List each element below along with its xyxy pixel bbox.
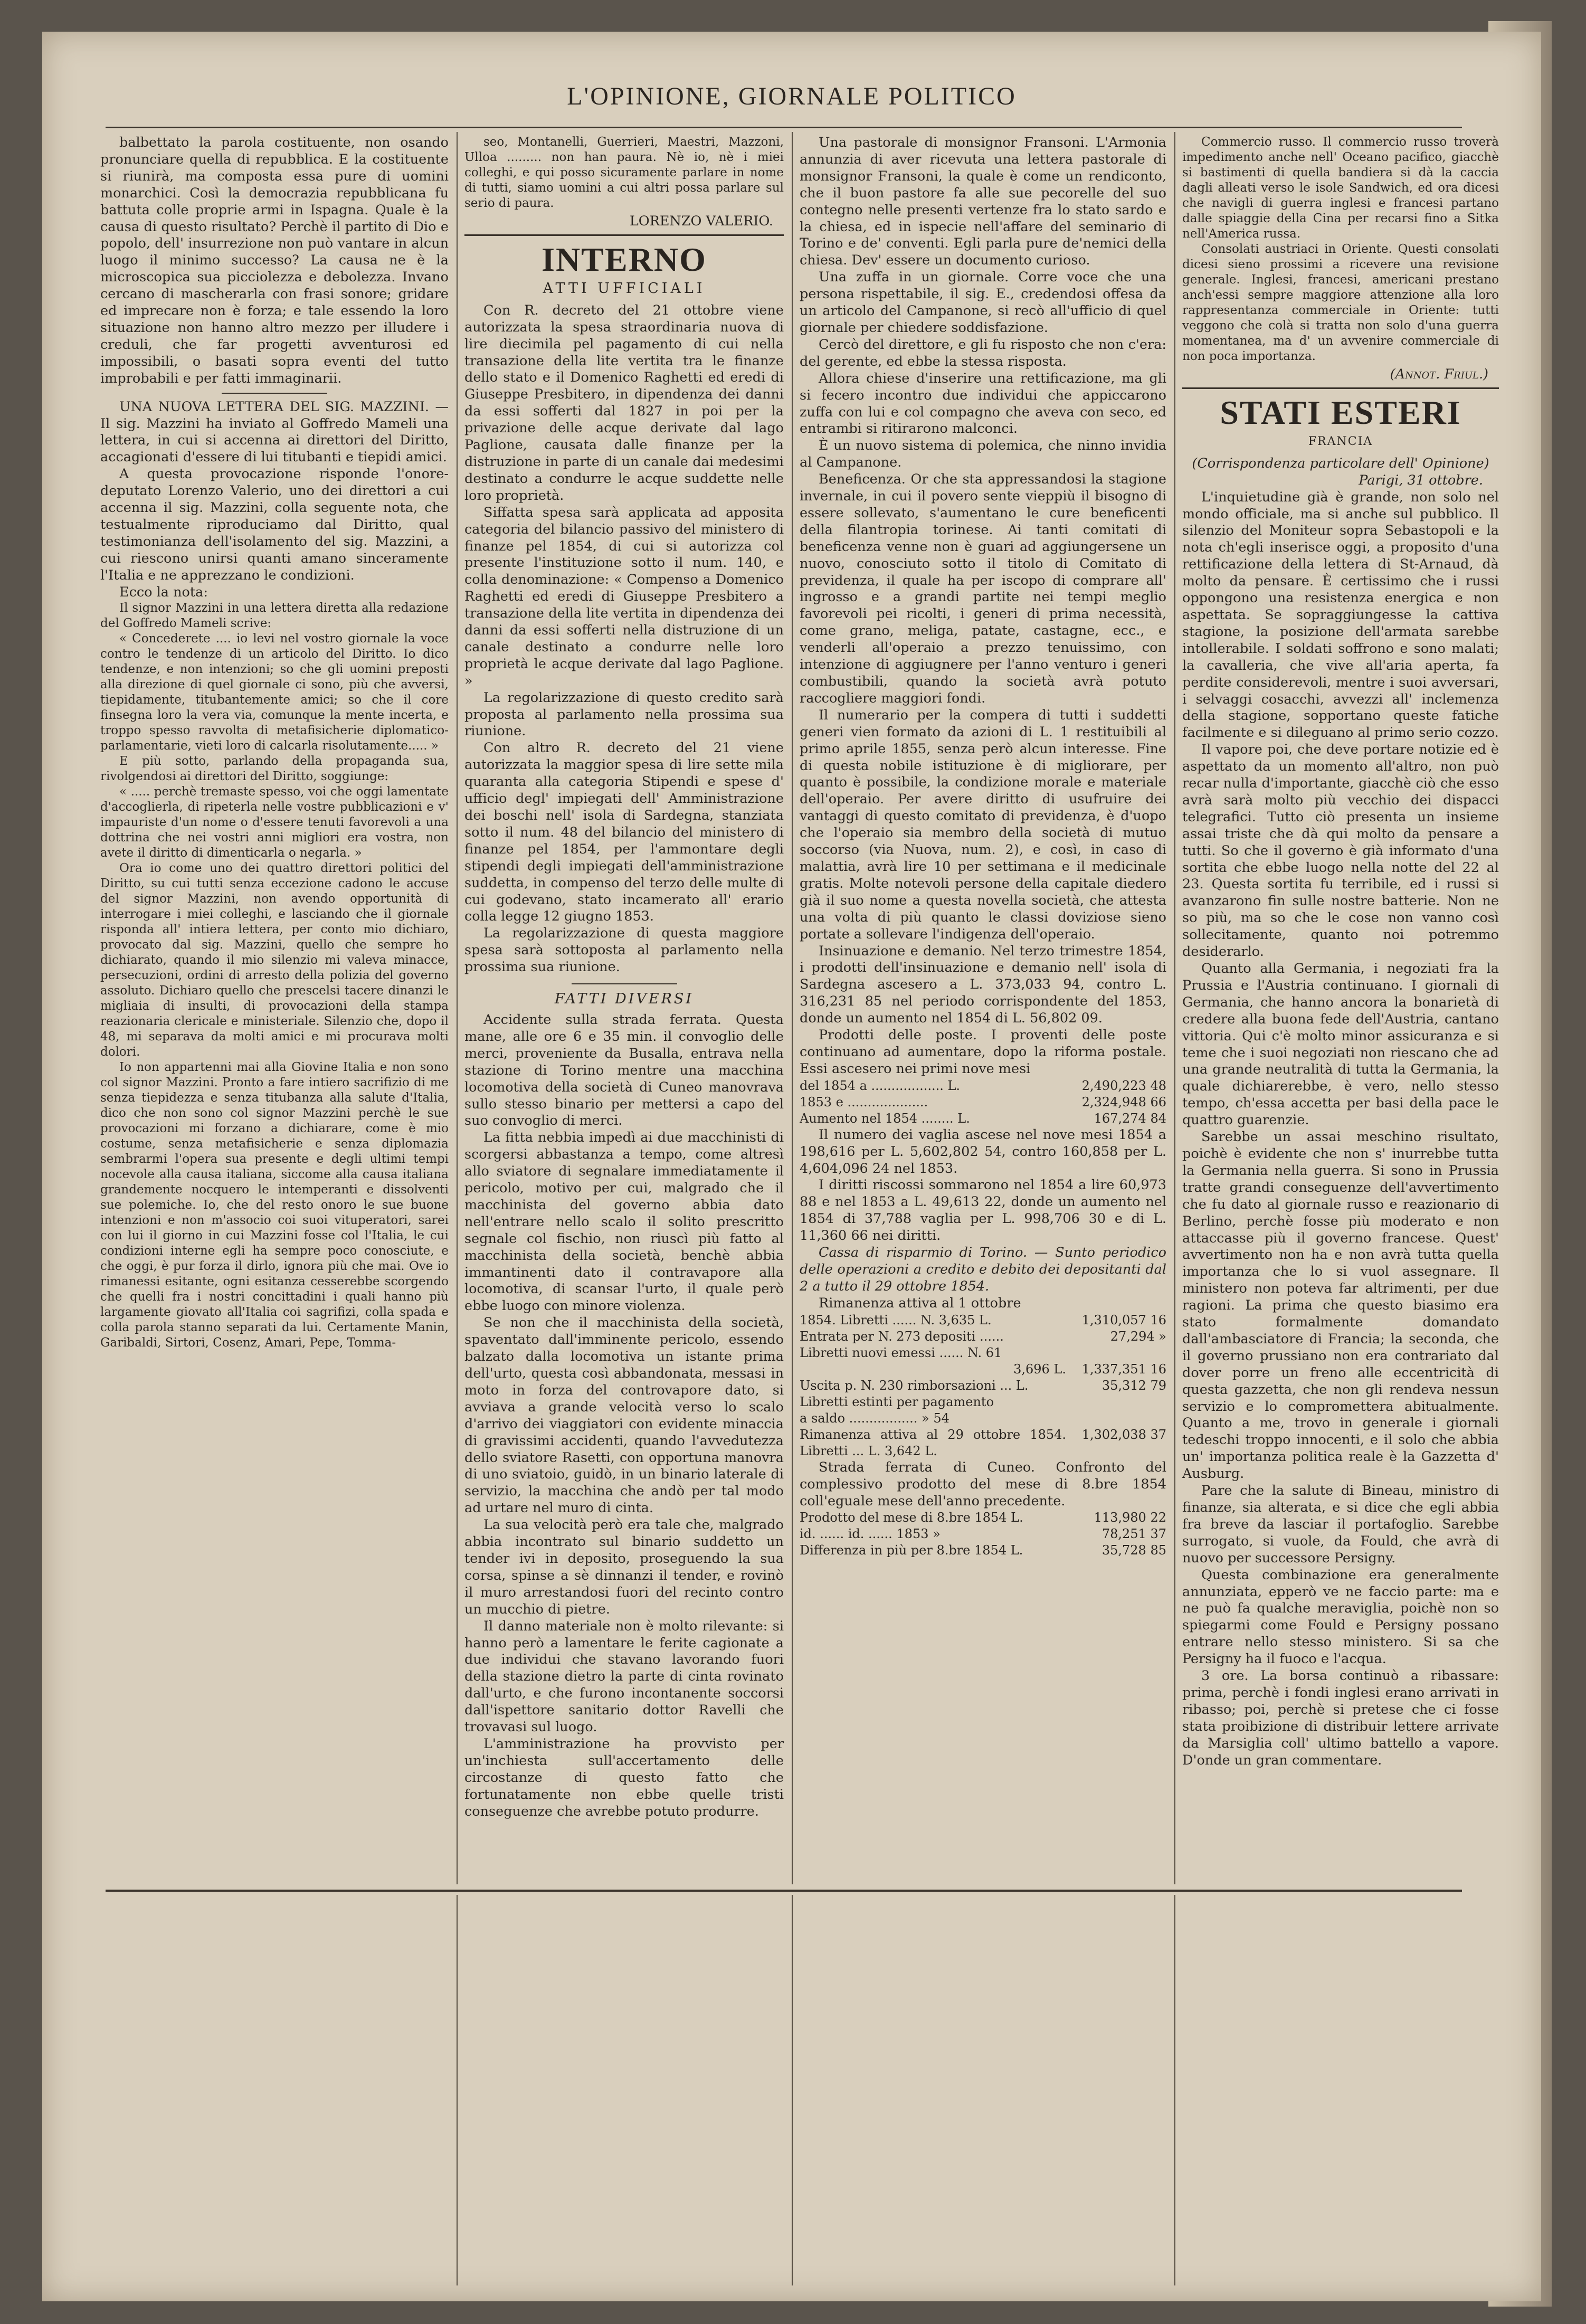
article-paragraph: Accidente sulla strada ferrata. Questa mane, alle ore 6 e 35 min. il convoglio delle merci, proveniente da Busalla, entrava nella stazione di Torino mentre una macchina locomotiva della società di Cuneo manovrava sullo stesso binario per mettersi a capo del suo convoglio di merci. bbox=[464, 1011, 784, 1129]
table-row bbox=[800, 1510, 1166, 1526]
article-paragraph: Con altro R. decreto del 21 viene autorizzata la maggior spesa di lire sette mila quaranta alla categoria Stipendi e spese d' ufficio degl' impiegati dell' Amministrazione dei boschi nell' isola di Sardegna, stanziata sotto il num. 48 del bilancio del ministero di finanze pel 1854, per l'ammontare degli stipendi degli impiegati dell'amministrazione suddetta, in compenso del terzo delle multe di cui godevano, stato incamerato all' erario colla legge 12 giugno 1853. bbox=[464, 740, 784, 925]
article-paragraph: L'inquietudine già è grande, non solo nel mondo officiale, ma si anche sul pubblico. Il silenzio del Moniteur sopra Sebastopoli e la nota ch'egli inserisce oggi, a proposito d'una rettificazione della lettera di St-Arnaud, dà molto da pensare. È certissimo che i russi oppongono una resistenza energica e non aspettata. Se sopraggiungesse la cattiva stagione, la posizione dell'armata sarebbe intollerabile. I soldati soffrono e sono malati; la cavalleria, che vive all'aria aperta, fa perdite considerevoli, mentre i suoi avversari, i selvaggi cosacchi, avvezzi all' inclemenza della stagione, sopportano queste fatiche facilmente e si dileguano al primo serio cozzo. bbox=[1182, 489, 1499, 741]
article-paragraph: Beneficenza. Or che sta appressandosi la stagione invernale, in cui il povero sente vieppiù il bisogno di essere sollevato, s'aumentano le cure beneficenti della filantropia torinese. Ai tanti comitati di beneficenza venne non è guari ad aggiungersene un nuovo, conosciuto sotto il titolo di Comitato di previdenza, il quale ha per iscopo di comprare all' ingrosso e a grandi partite nei tempi meglio favorevoli pei ricolti, i generi di prima necessità, come grano, meliga, patate, castagne, ecc., e venderli all'operaio a prezzo tenuissimo, con intenzione di aggiugnere per l'anno venturo i generi combustibili, quando la società avrà potuto raccogliere maggiori fondi. bbox=[800, 471, 1166, 706]
table-cell-label: del 1854 a .................. L. bbox=[800, 1078, 961, 1093]
table-cell-value: 78,251 37 bbox=[1101, 1526, 1166, 1542]
article-paragraph: Rimanenza attiva al 1 ottobre bbox=[819, 1295, 1021, 1311]
article-paragraph: La sua velocità però era tale che, malgrado abbia incontrato sul binario suddetto un tender ivi in deposito, proseguendo la sua corsa, spinse a sè dinnanzi il tender, e rovinò il muro arrestandosi fuori del recinto contro un mucchio di pietre. bbox=[464, 1517, 784, 1617]
article-paragraph: Sarebbe un assai meschino risultato, poichè è evidente che non s' inurrebbe tutta la Germania nella guerra. Si sono in Prussia tratte grandi conseguenze dell'avvertimento che fu dato al giornale russo e reazionario di Berlino, perchè fosse più moderato e non attaccasse più il governo francese. Quest' avvertimento non ha e non avrà tutta quella importanza che lo si vuol assegnare. Il ministero non poteva far altrimenti, per due ragioni. La prima che questo biasimo era stato formalmente domandato dall'ambasciatore di Francia; la seconda, che il governo prussiano non era contrariato dal dover porre un freno alle eccentricità di questa gazzetta, che non gli rendeva nessun servizio e lo compromettera abitualmente. Quanto a me, trovo in generale i giornali tedeschi troppo innocenti, e il solo che abbia un' importanza politica reale è la Gazzetta d' Ausburg. bbox=[1182, 1129, 1499, 1482]
article-paragraph: Consolati austriaci in Oriente. Questi consolati dicesi sieno prossimi a ricevere una revisione generale. Inglesi, francesi, americani prestano anch'essi sempre maggiore attenzione alla loro rappresentanza commerciale in Oriente: tutti veggono che colà si tratta non solo d'una guerra momentanea, ma d' un avvenire commerciale di non poca importanza. bbox=[1182, 242, 1499, 363]
article-paragraph: seo, Montanelli, Guerrieri, Maestri, Mazzoni, Ulloa ......... non han paura. Nè io, nè i miei colleghi, e qui posso sicuramente parlare in nome di tutti, siamo uomini a cui altri possa parlare sul serio di paura. bbox=[464, 135, 784, 210]
table-row bbox=[800, 1394, 1166, 1410]
article-paragraph: Ora io come uno dei quattro direttori politici del Diritto, su cui tutti senza eccezione cadono le accuse del signor Mazzini, non avendo opportunità di interrogare i miei colleghi, e lasciando che il giornale risponda all' intiera lettera, per conto mio dichiaro, provocato dal sig. Mazzini, quello che sempre ho dichiarato, quando il mio silenzio mi valeva minacce, persecuzioni, ordini di arresto della polizia del governo assoluto. Dichiaro quello che prescelsi tacere dinanzi le migliaia di insulti, di provocazioni della stampa reazionaria clericale e ministeriale. Silenzio che, dopo il 48, mi separava da molti amici e mi procurava molti dolori. bbox=[100, 861, 449, 1059]
table-cell-label: a saldo ................. » 54 bbox=[800, 1410, 949, 1426]
article-paragraph: Cassa di risparmio di Torino. — Sunto periodico delle operazioni a credito e debito dei depositanti dal 2 a tutto il 29 ottobre 1854. bbox=[800, 1245, 1166, 1294]
article-paragraph: I diritti riscossi sommarono nel 1854 a lire 60,973 88 e nel 1853 a L. 49,613 22, donde un aumento nel 1854 di 37,788 vaglia per L. 998,706 30 e di L. 11,360 66 nei diritti. bbox=[800, 1177, 1166, 1244]
table-cell-value bbox=[1066, 1410, 1166, 1427]
article-paragraph: A questa provocazione risponde l'onore-deputato Lorenzo Valerio, uno dei direttori a cui accenna il sig. Mazzini, colla seguente nota, che testualmente riproduciamo dal Diritto, qual testimonianza dell'isolamento del sig. Mazzini, a cui riescono unirsi quanti amano sinceramente l'Italia e ne apprezzano le condizioni. bbox=[100, 466, 449, 583]
section-headline: INTERNO bbox=[542, 240, 707, 278]
section-headline: STATI ESTERI bbox=[1220, 393, 1461, 431]
article-paragraph: Quanto alla Germania, i negoziati fra la Prussia e l'Austria continuano. I giornali di Germania, che hanno ancora la bonarietà di credere alla buona fede dell'Austria, cantano vittoria. Qui c'è molto minor assicuranza e si teme che i suoi negoziati non riescano che ad una grande neutralità di tutta la Germania, la quale dichiarerebbe, è vero, nello stesso tempo, ch'essa accetta per basi della pace le quattro guarenzie. bbox=[1182, 961, 1499, 1128]
feuilleton-column-1 bbox=[100, 1900, 449, 2291]
table-row bbox=[800, 1329, 1166, 1345]
source-credit: (Annot. Friul.) bbox=[1390, 366, 1488, 382]
dateline: Parigi, 31 ottobre. bbox=[1359, 472, 1483, 488]
article-paragraph: UNA NUOVA LETTERA DEL SIG. MAZZINI. — Il sig. Mazzini ha inviato al Goffredo Mameli una lettera, in cui si accenna ai direttori del Diritto, accagionati d'essere di lui titubanti e tiepidi amici. bbox=[100, 399, 449, 466]
correspondence-label: (Corrispondenza particolare dell' Opinione) bbox=[1192, 455, 1489, 471]
newspaper-page bbox=[42, 32, 1541, 2301]
table-row bbox=[800, 1078, 1166, 1094]
table-cell-value: 1,310,057 16 bbox=[1081, 1312, 1166, 1327]
table-cell-value: 2,490,223 48 bbox=[1081, 1078, 1166, 1093]
table-cell-value: 113,980 22 bbox=[1094, 1510, 1166, 1525]
column-rule bbox=[457, 1895, 458, 2285]
article-paragraph: Cercò del direttore, e gli fu risposto che non c'era: del gerente, ed ebbe la stessa risposta. bbox=[800, 336, 1166, 369]
article-paragraph: Una pastorale di monsignor Fransoni. L'Armonia annunzia di aver ricevuta una lettera pastorale di monsignor Fransoni, la quale è come un rendiconto, che il buon pastore fa alle sue pecorelle del suo contegno nelle presenti vertenze fra lo stato sardo e la chiesa, ed in ispecie nell'affare del seminario di Torino e de' conventi. Egli parla pure de'nemici della chiesa. Dev' essere un documento curioso. bbox=[800, 135, 1166, 269]
table-cell-value: 1,337,351 16 bbox=[1081, 1361, 1166, 1377]
signature: LORENZO VALERIO. bbox=[629, 213, 773, 229]
table-cell-value: 27,294 » bbox=[1110, 1329, 1166, 1344]
table-cell-value: 2,324,948 66 bbox=[1081, 1094, 1166, 1109]
table-cell-value bbox=[1066, 1394, 1166, 1410]
article-paragraph: Questa combinazione era generalmente annunziata, epperò ve ne faccio parte: ma e ne può fa qualche meraviglia, poichè non so spiegarmi come Fould e Persigny possano entrare nello stesso ministero. Si sa che Persigny ha il fuoco e l'acqua. bbox=[1182, 1567, 1499, 1667]
section-rule bbox=[572, 983, 677, 984]
table-row bbox=[800, 1526, 1166, 1542]
table-row bbox=[800, 1345, 1166, 1361]
article-paragraph: Ecco la nota: bbox=[119, 584, 208, 600]
table-cell-label: Entrata per N. 273 depositi ...... bbox=[800, 1329, 1004, 1344]
table-cell-value: 167,274 84 bbox=[1094, 1111, 1166, 1126]
table-row bbox=[800, 1378, 1166, 1394]
table-row bbox=[800, 1111, 1166, 1127]
article-paragraph: Il numero dei vaglia ascese nel nove mesi 1854 a 198,616 per L. 5,602,802 54, contro 160,858 per L. 4,604,096 24 nel 1853. bbox=[800, 1126, 1166, 1177]
table-row bbox=[800, 1542, 1166, 1559]
table-cell-value: 35,312 79 bbox=[1101, 1378, 1166, 1393]
table-cell-label: Libretti estinti per pagamento bbox=[800, 1394, 994, 1409]
feuilleton-column-2 bbox=[464, 1900, 784, 2291]
section-title: FATTI DIVERSI bbox=[554, 991, 694, 1008]
table-cell-label: 1854. Libretti ...... N. 3,635 L. bbox=[800, 1312, 992, 1327]
table-cell-label: Aumento nel 1854 ........ L. bbox=[800, 1111, 970, 1126]
table-cell-value: 1,302,038 37 bbox=[1081, 1427, 1166, 1442]
table-cell-label: Uscita p. N. 230 rimborsazioni ... L. bbox=[800, 1378, 1029, 1393]
table-row bbox=[800, 1410, 1166, 1427]
article-paragraph: Il numerario per la compera di tutti i suddetti generi vien formato da azioni di L. 1 restituibili al primo aprile 1855, senza però alcun interesse. Fine di questa nobile istituzione è di migliorare, per quanto è possibile, la condizione morale e materiale dell'operaio. Per avere diritto di usufruire dei vantaggi di questo comitato di previdenza, è d'uopo che l'operaio sia membro della società di mutuo soccorso (via Nuova, num. 2), e così, in caso di malattia, avrà lire 10 per settimana e il medicinale gratis. Molte notevoli persone della capitale diedero già il suo nome a questa novella società, che attesta una volta di più quanto le classi doviziose sieno portate a sollevare l'indigenza dell'operaio. bbox=[800, 707, 1166, 942]
column-rule bbox=[457, 132, 458, 1884]
column-1 bbox=[100, 135, 449, 1887]
table-cell-label: Differenza in più per 8.bre 1854 L. bbox=[800, 1543, 1023, 1558]
table-cell-label: 3,696 L. bbox=[1013, 1361, 1066, 1377]
article-paragraph: Se non che il macchinista della società, spaventato dall'imminente pericolo, essendo balzato dalla locomotiva un istante prima dell'urto, questa così abbandonata, messasi in moto in forza del controvapore dato, si avviava a grande velocità verso lo scalo d'arrivo dei viaggiatori con evidente minaccia di gravissimi accidenti, quando l'avvedutezza dello sviatore Rasetti, con opportuna manovra di uno sviatoio, guidò, in un binario laterale di servizio, la macchina che andò per tal modo ad urtare nel muro di cinta. bbox=[464, 1315, 784, 1516]
article-paragraph: Il danno materiale non è molto rilevante: si hanno però a lamentare le ferite cagionate a due individui che stavano lavorando fuori della stazione dietro la parte di cinta rovinato dall'urto, e che furono incontanente soccorsi dall'ispettore sanitario dottor Ravelli che trovavasi sul luogo. bbox=[464, 1618, 784, 1735]
article-paragraph: 3 ore. La borsa continuò a ribassare: prima, perchè i fondi inglesi erano arrivati in ribasso; poi, perchè si pretese che ci fosse stata proibizione di distribuir lettere arrivate da Marsiglia coll' ultimo battello a vapore. D'onde un gran commentare. bbox=[1182, 1668, 1499, 1768]
article-paragraph: È un nuovo sistema di polemica, che ninno invidia al Campanone. bbox=[800, 438, 1166, 471]
table-row bbox=[800, 1312, 1166, 1329]
table-cell-label: Rimanenza attiva al 29 ottobre 1854. Libretti ... L. 3,642 L. bbox=[800, 1427, 1066, 1458]
feuilleton-rule bbox=[106, 1890, 1462, 1892]
column-3 bbox=[800, 135, 1166, 1887]
table-cell-value: 35,728 85 bbox=[1101, 1543, 1166, 1558]
article-paragraph: « ..... perchè tremaste spesso, voi che oggi lamentate d'accoglierla, di ripeterla nelle vostre pubblicazioni e v' impauriste d'un nome o d'essere tenuti favorevoli a una dottrina che nei vostri anni migliori era vostra, non avete il diritto di dimenticarla o negarla. » bbox=[100, 785, 449, 860]
article-paragraph: La regolarizzazione di questa maggiore spesa sarà sottoposta al parlamento nella prossima sua riunione. bbox=[464, 925, 784, 975]
feuilleton-column-4 bbox=[1182, 1900, 1499, 2291]
section-rule bbox=[1182, 387, 1499, 389]
article-paragraph: Insinuazione e demanio. Nel terzo trimestre 1854, i prodotti dell'insinuazione e demanio nell' isola di Sardegna ascesero a L. 373,033 94, contro L. 316,231 85 nel periodo corrispondente del 1853, donde un aumento nel 1854 di L. 56,802 09. bbox=[800, 943, 1166, 1027]
article-paragraph: Pare che la salute di Bineau, ministro di finanze, sia alterata, e si dice che egli abbia fra breve da lasciar il portafoglio. Sarebbe surrogato, si vuole, da Fould, che avrà di nuovo per successore Persigny. bbox=[1182, 1483, 1499, 1566]
table-cell-label: Prodotto del mese di 8.bre 1854 L. bbox=[800, 1510, 1023, 1525]
article-rule bbox=[222, 393, 327, 394]
column-rule bbox=[1174, 132, 1175, 1884]
article-paragraph: La fitta nebbia impedì ai due macchinisti di scorgersi abbastanza a tempo, come altresì allo sviatore di segnalare immediatamente il pericolo, motivo per cui, malgrado che il macchinista del governo abbia dato nell'entrare nello scalo il solito prescritto segnale col fischio, non riuscì più fatto al macchinista della società, benchè abbia immantinenti dato il contravapore alla locomotiva, di scansar l'urto, il quale però ebbe luogo con minore violenza. bbox=[464, 1130, 784, 1314]
article-paragraph: Il signor Mazzini in una lettera diretta alla redazione del Goffredo Mameli scrive: bbox=[100, 601, 449, 631]
column-rule bbox=[1174, 1895, 1175, 2285]
table-cell-label: 1853 e .................... bbox=[800, 1094, 928, 1109]
section-subhead: ATTI UFFICIALI bbox=[543, 280, 706, 297]
column-4 bbox=[1182, 135, 1499, 1887]
article-paragraph: balbettato la parola costituente, non osando pronunciare quella di repubblica. E la costituente si riunirà, ma composta essa pure di uomini monarchici. Così la democrazia repubblicana fu battuta colle proprie armi in Ispagna. Quale è la causa di questo risultato? Perchè il partito di Dio e popolo, dell' insurrezione non può vantare in alcun luogo il minimo successo? La causa ne è la microscopica sua picciolezza e debolezza. Invano cercano di mascherarla con frasi sonore; gridare ed imprecare non è forza; e tale essendo la loro situazione non hanno altro mezzo per illudere i creduli, che far progetti avventurosi ed impossibili, o basati sopra eventi del tutto improbabili e per fatti immaginarii. bbox=[100, 135, 449, 386]
article-paragraph: Io non appartenni mai alla Giovine Italia e non sono col signor Mazzini. Pronto a fare intiero sacrifizio di me senza tiepidezza e senza titubanza alla salute d'Italia, dico che non sono col signor Mazzini perchè le sue provocazioni mi forzano a dichiarare, come è mio costume, senza metafisicherie e senza diplomazia sembrarmi l'opera sua presente e degli ultimi tempi nocevole alla causa italiana, siccome alla causa italiana grandemente nocquero le intemperanti e dissolventi sue polemiche. Io, che del resto onoro le sue buone intenzioni e non m'associo coi suoi vituperatori, sarei con lui il giorno in cui Mazzini fosse col l'Italia, le cui condizioni interne egli ha sempre poco conosciute, e che oggi, è pur forza il dirlo, ignora più che mai. Ove io rimanessi esitante, ogni esitanza cesserebbe scorgendo che quelli fra i nostri concittadini i quali hanno più largamente giovato all'Italia coi sagrifizi, colla spada e colla parola stanno separati da lui. Certamente Manin, Garibaldi, Sirtori, Cosenz, Amari, Pepe, Tomma- bbox=[100, 1060, 449, 1350]
table-row bbox=[800, 1094, 1166, 1111]
article-paragraph: Siffatta spesa sarà applicata ad apposita categoria del bilancio passivo del ministero di finanze pel 1854, di cui si autorizza col presente l'instituzione sotto il num. 140, e colla denominazione: « Compenso a Domenico Raghetti ed eredi di Giuseppe Presbitero a transazione della lite vertita in dipendenza dei danni da essi sofferti nella distruzione di un canale destinato a condurre nelle loro proprietà le acque derivate dal lago Paglione. » bbox=[464, 504, 784, 689]
article-paragraph: Una zuffa in un giornale. Corre voce che una persona rispettabile, il sig. E., credendosi offesa da un articolo del Campanone, si recò all'ufficio di quel giornale per chiedere soddisfazione. bbox=[800, 269, 1166, 336]
column-2 bbox=[464, 135, 784, 1887]
masthead: L'OPINIONE, GIORNALE POLITICO bbox=[567, 82, 1017, 110]
article-paragraph: Il vapore poi, che deve portare notizie ed è aspettato da un momento all'altro, non può recar nulla d'importante, giacchè ciò che esso avrà sarà molto più vecchio dei dispacci telegrafici. Tutto ciò presenta un insieme assai triste che dà qui molto da pensare a tutti. So che il governo è già informato d'una sortita che ebbe luogo nella notte del 22 al 23. Questa sortita fu terribile, ed i russi si avanzarono fin sulle nostre batterie. Non ne so più, ma so che le cose non vanno così sollecitamente, quanto noi potremmo desiderarlo. bbox=[1182, 742, 1499, 960]
column-rule bbox=[792, 1895, 793, 2285]
article-paragraph: La regolarizzazione di questo credito sarà proposta al parlamento nella prossima sua riunione. bbox=[464, 689, 784, 739]
article-paragraph: Con R. decreto del 21 ottobre viene autorizzata la spesa straordinaria nuova di lire diecimila pel pagamento di cui nella transazione della lite vertita tra le finanze dello stato e il Domenico Raghetti ed eredi di Giuseppe Presbitero, in dipendenza dei danni da essi sofferti dal 1827 in poi per la privazione delle acque derivate dal lago Paglione, causata dalle finanze per la distruzione in parte di un canale dai medesimi destinato a condurre le acque suddette nelle loro proprietà. bbox=[464, 302, 784, 504]
article-paragraph: Allora chiese d'inserire una rettificazione, ma gli si fecero incontro due individui che appiccarono zuffa con lui e col compagno che aveva con seco, ed entrambi si ritirarono malconci. bbox=[800, 370, 1166, 437]
article-paragraph: Commercio russo. Il commercio russo troverà impedimento anche nell' Oceano pacifico, giacchè si bastimenti di quella bandiera si dà la caccia dagli alleati verso le isole Sandwich, ed ora dicesi che navigli di guerra inglesi e francesi partano dalle spiaggie della Cina per recarsi fino a Sitka nell'America russa. bbox=[1182, 135, 1499, 241]
section-rule bbox=[464, 234, 784, 236]
article-paragraph: « Concederete .... io levi nel vostro giornale la voce contro le tendenze di un articolo del Diritto. Io dico tendenze, e non intenzioni; so che gli uomini preposti alla direzione di quel giornale ci sono, più che avversi, tiepidamente, titubantemente amici; so che il core finsegna loro la vera via, comunque la mente incerta, e troppo spesso ravvolta di metafisicherie diplomatico-parlamentarie, vieti loro di calcarla risolutamente..... » bbox=[100, 632, 449, 753]
table-cell-label: Libretti nuovi emessi ...... N. 61 bbox=[800, 1345, 1002, 1360]
article-paragraph: L'amministrazione ha provvisto per un'inchiesta sull'accertamento delle circostanze di questo fatto che fortunatamente non ebbe quelle tristi conseguenze che avrebbe potuto produrre. bbox=[464, 1735, 784, 1819]
column-rule bbox=[792, 132, 793, 1884]
section-subhead: FRANCIA bbox=[1308, 434, 1373, 448]
article-paragraph: Prodotti delle poste. I proventi delle poste continuano ad aumentare, dopo la riforma postale. Essi ascesero nei primi nove mesi bbox=[800, 1027, 1166, 1077]
table-cell-value bbox=[1066, 1345, 1166, 1361]
article-paragraph: E più sotto, parlando della propaganda sua, rivolgendosi ai direttori del Diritto, soggiunge: bbox=[100, 754, 449, 784]
table-row bbox=[800, 1361, 1166, 1378]
article-paragraph: Strada ferrata di Cuneo. Confronto del complessivo prodotto del mese di 8.bre 1854 coll'eguale mese dell'anno precedente. bbox=[800, 1459, 1166, 1509]
table-cell-label: id. ...... id. ...... 1853 » bbox=[800, 1526, 941, 1542]
masthead-rule bbox=[106, 127, 1462, 128]
feuilleton-column-3 bbox=[800, 1900, 1166, 2291]
table-row bbox=[800, 1427, 1166, 1459]
